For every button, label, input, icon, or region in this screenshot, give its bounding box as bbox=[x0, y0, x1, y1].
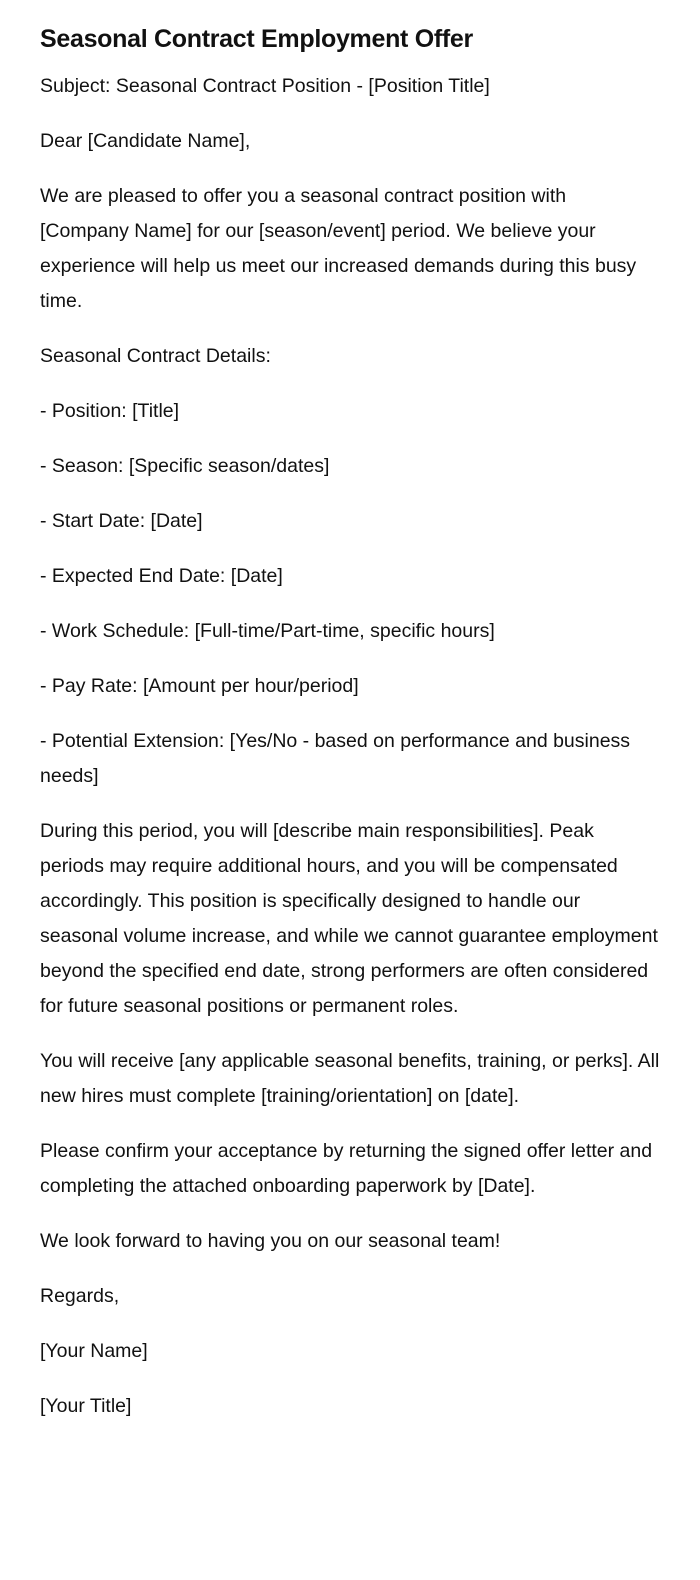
detail-season: - Season: [Specific season/dates] bbox=[40, 455, 330, 477]
document-title: Seasonal Contract Employment Offer bbox=[40, 25, 473, 53]
detail-work-schedule: - Work Schedule: [Full-time/Part-time, specific hours] bbox=[40, 620, 495, 642]
signer-name: [Your Name] bbox=[40, 1340, 148, 1362]
signer-title: [Your Title] bbox=[40, 1395, 132, 1417]
details-heading: Seasonal Contract Details: bbox=[40, 345, 271, 367]
detail-position: - Position: [Title] bbox=[40, 400, 180, 422]
intro-paragraph: We are pleased to offer you a seasonal contract position with [Company Name] for our [season/event] period. We believe your experience will help us meet our increased demands during this busy time. bbox=[40, 185, 637, 312]
benefits-paragraph: You will receive [any applicable seasonal benefits, training, or perks]. All new hires must complete [training/orientation] on [date]. bbox=[40, 1050, 660, 1107]
detail-potential-extension: - Potential Extension: [Yes/No - based on performance and business needs] bbox=[40, 730, 631, 787]
salutation: Dear [Candidate Name], bbox=[40, 130, 251, 152]
detail-start-date: - Start Date: [Date] bbox=[40, 510, 203, 532]
detail-end-date: - Expected End Date: [Date] bbox=[40, 565, 283, 587]
signoff: Regards, bbox=[40, 1285, 120, 1307]
detail-pay-rate: - Pay Rate: [Amount per hour/period] bbox=[40, 675, 359, 697]
subject-line: Subject: Seasonal Contract Position - [Position Title] bbox=[40, 75, 490, 97]
confirmation-paragraph: Please confirm your acceptance by returning the signed offer letter and completing the attached onboarding paperwork by [Date]. bbox=[40, 1140, 653, 1197]
closing-line: We look forward to having you on our seasonal team! bbox=[40, 1230, 501, 1252]
responsibilities-paragraph: During this period, you will [describe main responsibilities]. Peak periods may require additional hours, and you will be compensated accordingly. This position is specifically designed to handle our seasonal volume increase, and while we cannot guarantee employment beyond the specified end date, strong performers are often considered for future seasonal positions or permanent roles. bbox=[40, 820, 658, 1017]
